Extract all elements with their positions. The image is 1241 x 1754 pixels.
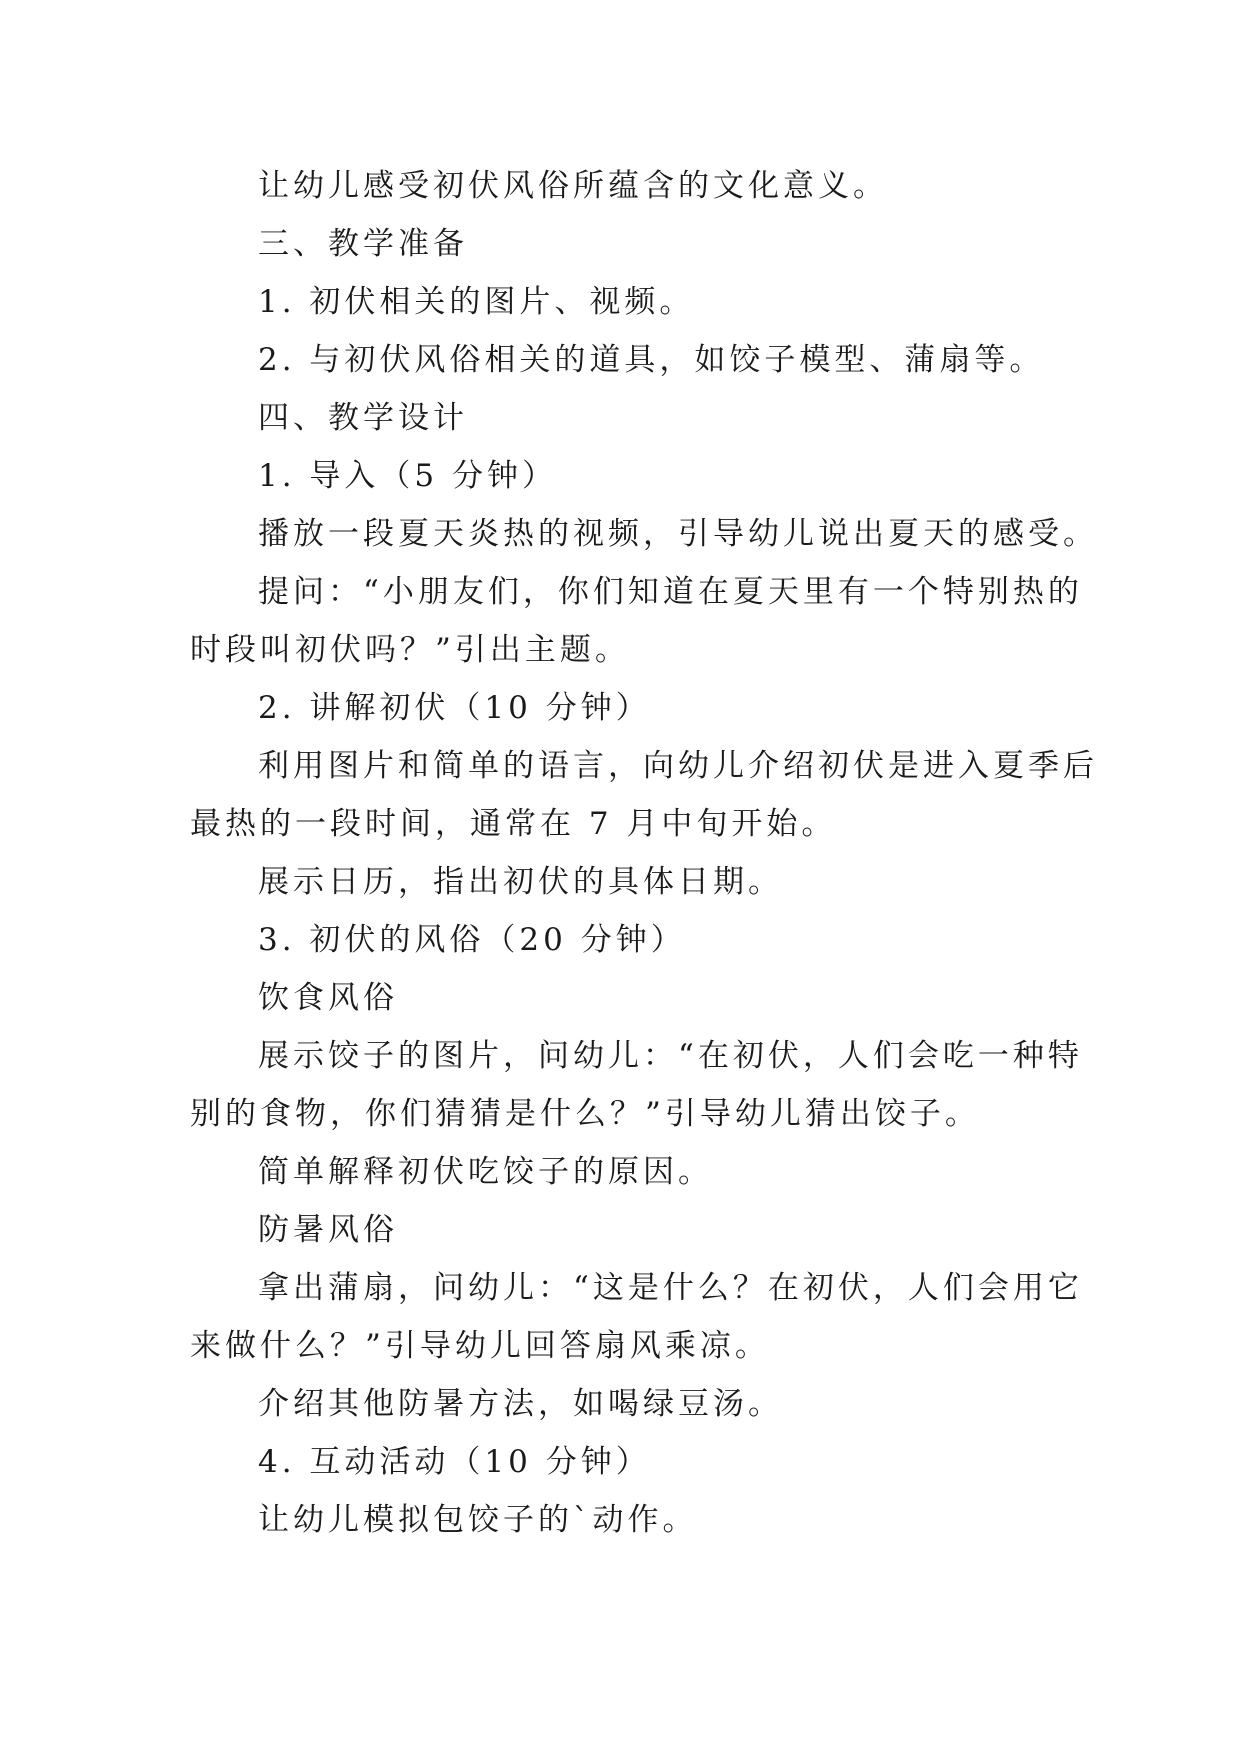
paragraph-fan-line1: 拿出蒲扇，问幼儿：“这是什么？在初伏，人们会用它 <box>258 1270 1083 1306</box>
subheading-heat-customs: 防暑风俗 <box>258 1212 398 1248</box>
list-item-preparation-1: 1. 初伏相关的图片、视频。 <box>258 284 695 320</box>
paragraph-goal-line: 让幼儿感受初伏风俗所蕴含的文化意义。 <box>258 168 888 204</box>
paragraph-intro-question-line2: 时段叫初伏吗？”引出主题。 <box>190 632 630 668</box>
paragraph-dumplings-reason: 简单解释初伏吃饺子的原因。 <box>258 1154 713 1190</box>
paragraph-fan-line2: 来做什么？”引导幼儿回答扇风乘凉。 <box>190 1328 770 1364</box>
paragraph-intro-video: 播放一段夏天炎热的视频，引导幼儿说出夏天的感受。 <box>258 516 1098 552</box>
paragraph-explain-line2: 最热的一段时间，通常在 7 月中旬开始。 <box>190 806 837 842</box>
paragraph-intro-question-line1: 提问：“小朋友们，你们知道在夏天里有一个特别热的 <box>258 574 1083 610</box>
step-heading-activity: 4. 互动活动（10 分钟） <box>258 1444 651 1480</box>
step-heading-explain: 2. 讲解初伏（10 分钟） <box>258 690 651 726</box>
step-heading-customs: 3. 初伏的风俗（20 分钟） <box>258 922 686 958</box>
paragraph-calendar: 展示日历，指出初伏的具体日期。 <box>258 864 783 900</box>
paragraph-dumplings-line1: 展示饺子的图片，问幼儿：“在初伏，人们会吃一种特 <box>258 1038 1083 1074</box>
paragraph-explain-line1: 利用图片和简单的语言，向幼儿介绍初伏是进入夏季后 <box>258 748 1098 784</box>
paragraph-activity: 让幼儿模拟包饺子的`动作。 <box>258 1502 698 1538</box>
section-heading-design: 四、教学设计 <box>258 400 468 436</box>
paragraph-dumplings-line2: 别的食物，你们猜猜是什么？”引导幼儿猜出饺子。 <box>190 1096 980 1132</box>
list-item-preparation-2: 2. 与初伏风俗相关的道具，如饺子模型、蒲扇等。 <box>258 342 1045 378</box>
subheading-food-customs: 饮食风俗 <box>258 980 398 1016</box>
section-heading-preparation: 三、教学准备 <box>258 226 468 262</box>
step-heading-intro: 1. 导入（5 分钟） <box>258 458 558 494</box>
paragraph-other-methods: 介绍其他防暑方法，如喝绿豆汤。 <box>258 1386 783 1422</box>
